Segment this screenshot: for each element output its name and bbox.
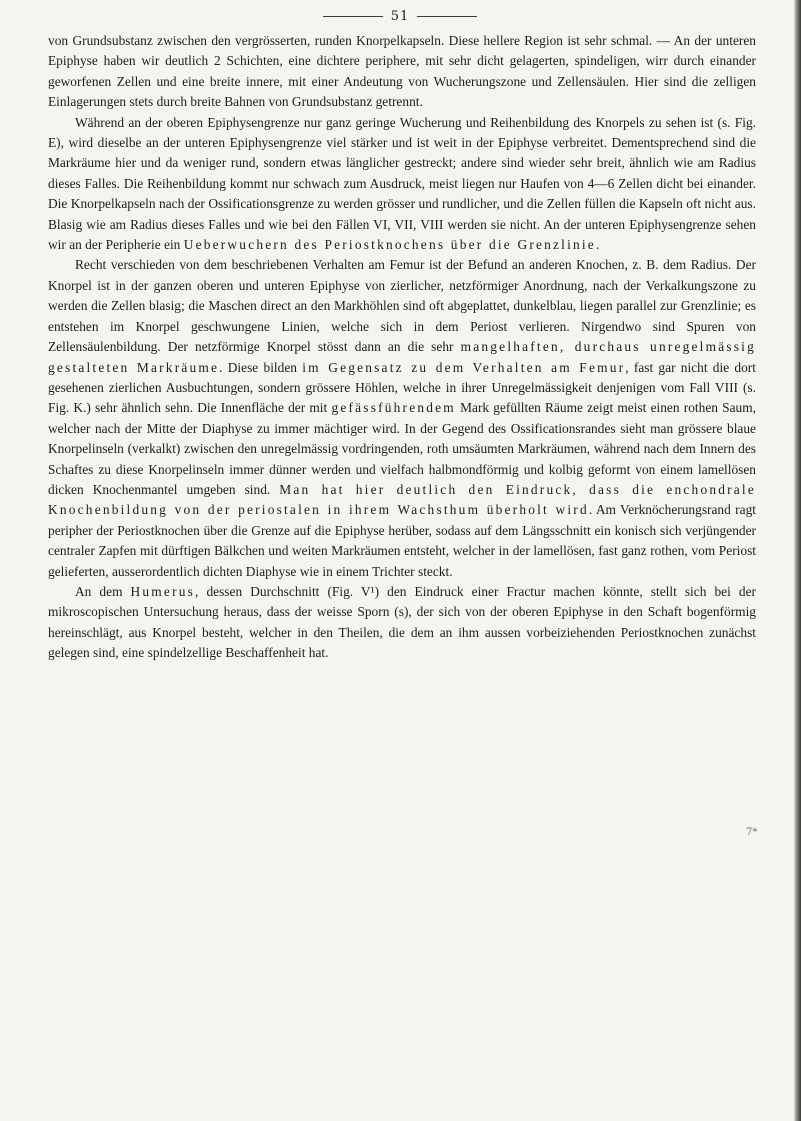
- spaced-emphasis: Humerus: [130, 583, 196, 599]
- text-run: Recht verschieden von dem beschriebenen Verhalten am Femur ist der Befund an anderen Knochen, z. B. dem Radius. Der Knorpel ist in der ganzen oberen und unteren Epiphyse von zierlicher, netzförmiger Anordnung, nach der Verkalkungszone zu werden die Zellen blasig; die Maschen direct an den Markhöhlen sind oft abgeplattet, dunkelblau, liegen parallel zur Grenzlinie; es entstehen im Knorpel geschwungene Linien, welche sich in dem Periost verlieren. Nirgendwo sind Spuren von Zellensäulenbildung. Der netzförmige Knorpel stösst dann an die sehr: [48, 257, 756, 355]
- text-run: , fast gar nicht die dort gesehenen zierlichen Ausbuchtungen, sondern grössere Höhlen, welche in ihrer Unregelmässigkeit denjenigen vom Fall VIII (s. Fig. K.) sehr ähnlich sehn. Die Innenfläche der mit: [48, 359, 756, 416]
- spaced-emphasis: gefässführendem: [331, 400, 456, 416]
- text-run: . Am Verknöcherungsrand ragt peripher der Periostknochen über die Grenze auf die Epiphyse herüber, sodass auf dem Längsschnitt ein konisch sich verjüngender centraler Zapfen mit dürftigen Bälkchen und weiten Markräumen entsteht, welcher in der lamellösen, fast ganz rothen, vom Periost gelieferten, ausserordentlich dichten Diaphyse wie in einem Trichter steckt.: [48, 502, 756, 579]
- text-run: von Grundsubstanz zwischen den vergrösserten, runden Knorpelkapseln. Diese hellere Region ist sehr schmal. — An der unteren Epiphyse haben wir deutlich 2 Schichten, eine dichtere periphere, mit sehr dicht gelagerten, spindeligen, wirr durch einander geworfenen Zellen und eine breite innere, mit einer Andeutung von Wucherungszone und Zellensäulen. Hier sind die zelligen Einlagerungen stets durch breite Bahnen von Grundsubstanz getrennt.: [48, 33, 756, 110]
- page-header: [250, 5, 550, 27]
- text-run: , dessen Durchschnitt (Fig. V¹) den Eindruck einer Fractur machen könnte, stellt sich bei der mikroscopischen Untersuchung heraus, dass der weisse Sporn (s), der sich von der oberen Epiphyse in den Schaft bogenförmig hereinschlägt, aus Knorpel besteht, welcher in den Theilen, die dem an ihm aussen vorbeiziehenden Periostknochen zunächst gelegen sind, eine spindelzellige Beschaffenheit hat.: [48, 583, 756, 661]
- text-run: An dem: [75, 583, 131, 599]
- header-rule-left: [323, 16, 383, 17]
- spaced-emphasis: im Gegensatz zu dem Verhalten am Femur: [302, 359, 626, 375]
- text-run: Während an der oberen Epiphysengrenze nur ganz geringe Wucherung und Reihenbildung des Knorpels zu sehen ist (s. Fig. E), wird dieselbe an der unteren Epiphysengrenze viel stärker und ist weit in der Epiphyse verbreitet. Dementsprechend sind die Markräume hier und da weniger rund, sondern etwas länglicher gestreckt; andere sind wieder sehr breit, ähnlich wie am Radius dieses Falles. Die Reihenbildung kommt nur schwach zum Ausdruck, meist liegen nur Haufen von 4—6 Zellen dicht bei einander. Die Knorpelkapseln nach der Ossificationsgrenze zu werden grösser und rundlicher, und die Zellen füllen die Kapseln oft nicht aus. Blasig wie am Radius dieses Falles und wie bei den Fällen VI, VII, VIII werden sie nicht. An der unteren Epiphysengrenze sehen wir an der Peripherie ein: [48, 114, 756, 253]
- paragraph: [48, 255, 756, 582]
- corner-mark: 7*: [746, 827, 758, 838]
- spaced-emphasis: mangelhaften, durchaus unregelmässig gestalteten Markräume: [48, 339, 756, 375]
- paragraph: [48, 582, 756, 664]
- paragraph: [48, 31, 756, 113]
- header-rule-right: [417, 16, 477, 17]
- text-run: Mark gefüllten Räume zeigt meist einen rothen Saum, welcher nach der Mitte der Diaphyse zu immer mächtiger wird. In der Gegend des Ossificationsrandes sieht man grössere blaue Knorpelinseln (verkalkt) zwischen den unregelmässig vordringenden, roth umsäumten Markräumen, während nach dem Innern des Schaftes zu diese Knorpelinseln immer dünner werden und vielfach halbmondförmig und kolbig geformt von einem lamellösen dicken Knochenmantel umgeben sind.: [48, 400, 756, 497]
- text-run: .: [595, 237, 600, 253]
- text-run: . Diese bilden: [219, 359, 303, 375]
- spaced-emphasis: Ueberwuchern des Periostknochens über die Grenzlinie: [183, 237, 596, 253]
- page-edge-shadow: [794, 0, 801, 1121]
- body-text: [48, 31, 756, 664]
- spaced-emphasis: Man hat hier deutlich den Eindruck, dass die enchondrale Knochenbildung von der periostalen in ihrem Wachsthum überholt wird: [48, 481, 756, 518]
- paragraph: [48, 113, 756, 256]
- page-number: 51: [390, 8, 410, 24]
